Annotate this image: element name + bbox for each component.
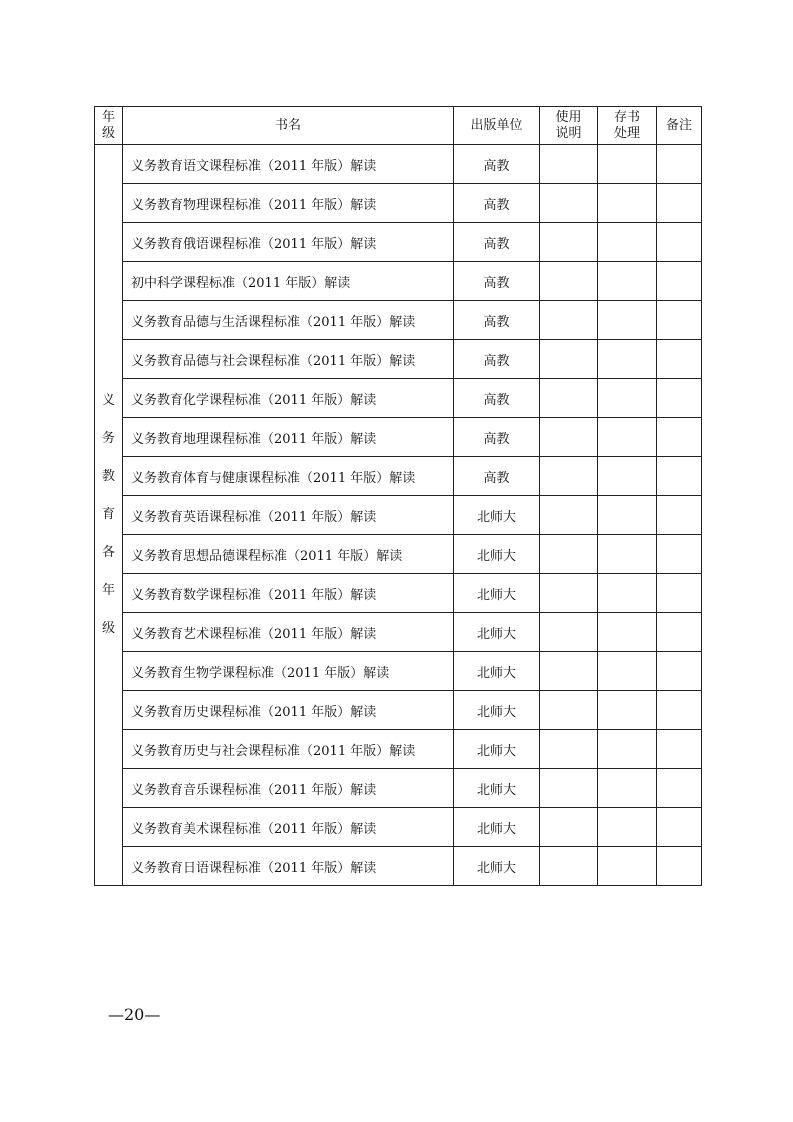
table-body <box>95 145 702 886</box>
book-title-cell: 义务教育历史与社会课程标准（2011 年版）解读 <box>123 730 454 769</box>
book-title-cell: 义务教育历史课程标准（2011 年版）解读 <box>123 691 454 730</box>
storage-cell <box>598 769 657 808</box>
table-row <box>95 184 702 223</box>
table-row <box>95 847 702 886</box>
table-row <box>95 730 702 769</box>
book-title-cell: 义务教育语文课程标准（2011 年版）解读 <box>123 145 454 184</box>
publisher-cell: 高教 <box>454 262 540 301</box>
remarks-cell <box>657 496 702 535</box>
table-row <box>95 613 702 652</box>
book-title-cell: 义务教育艺术课程标准（2011 年版）解读 <box>123 613 454 652</box>
table-row <box>95 808 702 847</box>
grade-group-cell <box>95 145 123 886</box>
book-title-cell: 义务教育品德与社会课程标准（2011 年版）解读 <box>123 340 454 379</box>
publisher-cell: 高教 <box>454 145 540 184</box>
book-title-cell: 义务教育日语课程标准（2011 年版）解读 <box>123 847 454 886</box>
remarks-cell <box>657 808 702 847</box>
book-title-cell: 义务教育俄语课程标准（2011 年版）解读 <box>123 223 454 262</box>
book-title-cell: 义务教育数学课程标准（2011 年版）解读 <box>123 574 454 613</box>
publisher-cell: 北师大 <box>454 496 540 535</box>
remarks-cell <box>657 301 702 340</box>
remarks-cell <box>657 184 702 223</box>
usage-cell <box>540 613 598 652</box>
book-title-cell: 义务教育音乐课程标准（2011 年版）解读 <box>123 769 454 808</box>
remarks-cell <box>657 730 702 769</box>
usage-cell <box>540 730 598 769</box>
storage-cell <box>598 418 657 457</box>
storage-cell <box>598 262 657 301</box>
storage-cell <box>598 457 657 496</box>
publisher-cell: 高教 <box>454 223 540 262</box>
table-row <box>95 652 702 691</box>
remarks-cell <box>657 340 702 379</box>
storage-cell <box>598 730 657 769</box>
table-row <box>95 457 702 496</box>
book-title-cell: 义务教育美术课程标准（2011 年版）解读 <box>123 808 454 847</box>
table-row <box>95 262 702 301</box>
table-row <box>95 418 702 457</box>
usage-cell <box>540 184 598 223</box>
book-list-table <box>94 106 702 886</box>
usage-cell <box>540 652 598 691</box>
storage-cell <box>598 652 657 691</box>
publisher-cell: 高教 <box>454 301 540 340</box>
header-remarks: 备注 <box>657 107 702 145</box>
publisher-cell: 高教 <box>454 379 540 418</box>
usage-cell <box>540 145 598 184</box>
grade-group-char: 各 <box>101 545 115 560</box>
grade-group-char: 教 <box>101 469 115 484</box>
table-row <box>95 769 702 808</box>
usage-cell <box>540 535 598 574</box>
storage-cell <box>598 691 657 730</box>
publisher-cell: 北师大 <box>454 769 540 808</box>
publisher-cell: 北师大 <box>454 574 540 613</box>
publisher-cell: 高教 <box>454 418 540 457</box>
publisher-cell: 北师大 <box>454 613 540 652</box>
usage-cell <box>540 340 598 379</box>
grade-group-char: 级 <box>101 621 115 636</box>
table-row <box>95 145 702 184</box>
storage-cell <box>598 613 657 652</box>
table-row <box>95 301 702 340</box>
table-row <box>95 223 702 262</box>
publisher-cell: 高教 <box>454 340 540 379</box>
remarks-cell <box>657 379 702 418</box>
header-storage <box>598 107 657 145</box>
publisher-cell: 北师大 <box>454 535 540 574</box>
remarks-cell <box>657 769 702 808</box>
storage-cell <box>598 223 657 262</box>
header-title: 书名 <box>123 107 454 145</box>
book-title-cell: 义务教育地理课程标准（2011 年版）解读 <box>123 418 454 457</box>
usage-cell <box>540 223 598 262</box>
table-row <box>95 496 702 535</box>
usage-cell <box>540 574 598 613</box>
table-row <box>95 535 702 574</box>
storage-cell <box>598 145 657 184</box>
usage-cell <box>540 691 598 730</box>
header-row <box>95 107 702 145</box>
table-row <box>95 340 702 379</box>
storage-cell <box>598 808 657 847</box>
page-number: —20— <box>108 1005 161 1024</box>
grade-group-char: 年 <box>101 583 115 598</box>
book-title-cell: 义务教育物理课程标准（2011 年版）解读 <box>123 184 454 223</box>
header-grade <box>95 107 123 145</box>
header-grade-line1: 年 <box>101 109 115 125</box>
storage-cell <box>598 184 657 223</box>
book-title-cell: 义务教育体育与健康课程标准（2011 年版）解读 <box>123 457 454 496</box>
remarks-cell <box>657 145 702 184</box>
usage-cell <box>540 379 598 418</box>
remarks-cell <box>657 223 702 262</box>
publisher-cell: 北师大 <box>454 691 540 730</box>
publisher-cell: 北师大 <box>454 808 540 847</box>
storage-cell <box>598 496 657 535</box>
grade-group-char: 务 <box>101 431 115 446</box>
book-title-cell: 义务教育英语课程标准（2011 年版）解读 <box>123 496 454 535</box>
header-usage-line2: 说明 <box>555 125 582 141</box>
usage-cell <box>540 418 598 457</box>
header-usage-line1: 使用 <box>555 109 582 125</box>
header-publisher: 出版单位 <box>454 107 540 145</box>
remarks-cell <box>657 262 702 301</box>
remarks-cell <box>657 613 702 652</box>
storage-cell <box>598 340 657 379</box>
storage-cell <box>598 574 657 613</box>
publisher-cell: 北师大 <box>454 652 540 691</box>
usage-cell <box>540 769 598 808</box>
remarks-cell <box>657 457 702 496</box>
storage-cell <box>598 301 657 340</box>
remarks-cell <box>657 535 702 574</box>
usage-cell <box>540 262 598 301</box>
remarks-cell <box>657 652 702 691</box>
book-title-cell: 义务教育化学课程标准（2011 年版）解读 <box>123 379 454 418</box>
publisher-cell: 北师大 <box>454 847 540 886</box>
book-title-cell: 义务教育思想品德课程标准（2011 年版）解读 <box>123 535 454 574</box>
header-storage-line1: 存书 <box>613 109 640 125</box>
publisher-cell: 北师大 <box>454 730 540 769</box>
remarks-cell <box>657 418 702 457</box>
header-grade-line2: 级 <box>101 125 115 141</box>
publisher-cell: 高教 <box>454 184 540 223</box>
table-row <box>95 574 702 613</box>
remarks-cell <box>657 574 702 613</box>
book-title-cell: 义务教育品德与生活课程标准（2011 年版）解读 <box>123 301 454 340</box>
storage-cell <box>598 379 657 418</box>
usage-cell <box>540 808 598 847</box>
table-row <box>95 379 702 418</box>
header-usage <box>540 107 598 145</box>
publisher-cell: 高教 <box>454 457 540 496</box>
header-storage-line2: 处理 <box>613 125 640 141</box>
grade-group-char: 育 <box>101 507 115 522</box>
remarks-cell <box>657 691 702 730</box>
book-title-cell: 义务教育生物学课程标准（2011 年版）解读 <box>123 652 454 691</box>
grade-group-char: 义 <box>101 393 115 408</box>
remarks-cell <box>657 847 702 886</box>
book-title-cell: 初中科学课程标准（2011 年版）解读 <box>123 262 454 301</box>
usage-cell <box>540 847 598 886</box>
table-row <box>95 691 702 730</box>
storage-cell <box>598 535 657 574</box>
usage-cell <box>540 496 598 535</box>
usage-cell <box>540 301 598 340</box>
storage-cell <box>598 847 657 886</box>
usage-cell <box>540 457 598 496</box>
